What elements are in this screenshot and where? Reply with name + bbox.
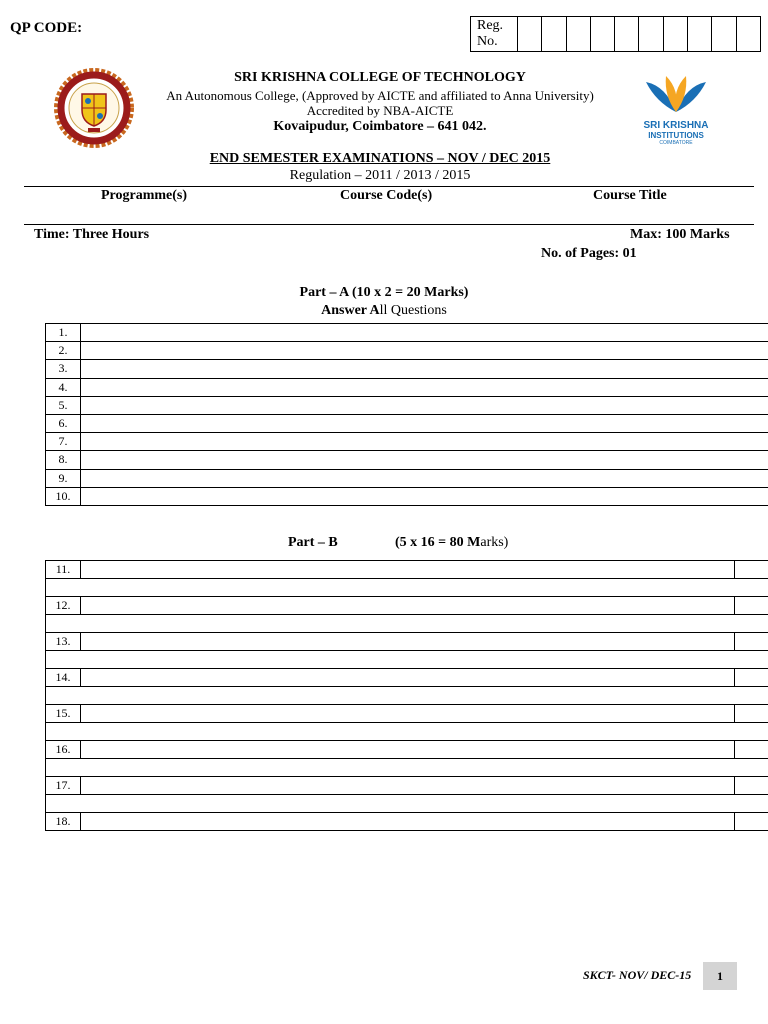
regulation-line: Regulation – 2011 / 2013 / 2015: [289, 168, 471, 183]
question-number: 7.: [46, 433, 81, 451]
reg-digit-box[interactable]: [712, 17, 736, 52]
reg-digit-box[interactable]: [518, 17, 542, 52]
logo-text-line1: SRI KRISHNA: [643, 120, 709, 131]
page-count: No. of Pages: 01: [541, 246, 637, 261]
marks-cell: [735, 777, 768, 795]
question-number: 13.: [46, 633, 81, 651]
marks-cell: [735, 597, 768, 615]
part-b-spacer-row: [46, 579, 768, 597]
divider-bottom: [24, 224, 754, 225]
part-b-spacer-row: [46, 759, 768, 777]
question-number: 18.: [46, 813, 81, 831]
marks-cell: [735, 705, 768, 723]
divider-top: [24, 186, 754, 187]
question-number: 10.: [46, 487, 81, 505]
question-text-cell: [81, 324, 768, 342]
qp-code-label: QP CODE:: [10, 20, 83, 36]
part-a-question-row: [46, 342, 768, 360]
question-number: 16.: [46, 741, 81, 759]
reg-digit-box[interactable]: [590, 17, 614, 52]
part-b-question-row: [46, 741, 768, 759]
part-b-question-row: [46, 777, 768, 795]
part-b-spacer-row: [46, 795, 768, 813]
course-code-label: Course Code(s): [340, 188, 433, 203]
question-text-cell: [81, 396, 768, 414]
question-number: 9.: [46, 469, 81, 487]
spacer-cell: [46, 579, 768, 597]
part-a-question-row: [46, 433, 768, 451]
question-text-cell: [81, 469, 768, 487]
part-b-question-table: [45, 560, 768, 831]
question-text-cell: [81, 414, 768, 432]
part-a-question-row: [46, 451, 768, 469]
part-a-question-row: [46, 360, 768, 378]
max-marks: Max: 100 Marks: [630, 227, 730, 242]
part-a-title: Part – A (10 x 2 = 20 Marks): [299, 285, 469, 300]
spacer-cell: [46, 651, 768, 669]
spacer-cell: [46, 687, 768, 705]
question-text-cell: [81, 669, 735, 687]
question-text-cell: [81, 633, 735, 651]
college-accreditation: Accredited by NBA-AICTE: [306, 103, 454, 118]
question-text-cell: [81, 360, 768, 378]
question-number: 3.: [46, 360, 81, 378]
question-text-cell: [81, 451, 768, 469]
question-text-cell: [81, 705, 735, 723]
part-a-question-row: [46, 487, 768, 505]
marks-cell: [735, 561, 768, 579]
part-b-spacer-row: [46, 723, 768, 741]
question-text-cell: [81, 342, 768, 360]
logo-text-line3: COIMBATORE: [659, 140, 693, 146]
part-a-question-table: [45, 323, 768, 506]
part-b-question-row: [46, 813, 768, 831]
exam-title: END SEMESTER EXAMINATIONS – NOV / DEC 2015: [209, 151, 551, 166]
question-number: 8.: [46, 451, 81, 469]
college-affiliation: An Autonomous College, (Approved by AICTE and affiliated to Anna University): [166, 88, 594, 103]
reg-digit-box[interactable]: [736, 17, 760, 52]
part-a-instruction: Answer All Questions: [321, 303, 447, 318]
question-number: 6.: [46, 414, 81, 432]
course-title-label: Course Title: [593, 188, 667, 203]
marks-cell: [735, 741, 768, 759]
question-number: 15.: [46, 705, 81, 723]
page-number: 1: [703, 962, 737, 990]
reg-digit-box[interactable]: [639, 17, 663, 52]
marks-cell: [735, 669, 768, 687]
part-a-question-row: [46, 414, 768, 432]
question-text-cell: [81, 487, 768, 505]
part-b-question-row: [46, 633, 768, 651]
spacer-cell: [46, 759, 768, 777]
question-number: 14.: [46, 669, 81, 687]
part-a-question-row: [46, 324, 768, 342]
part-b-spacer-row: [46, 615, 768, 633]
reg-digit-box[interactable]: [663, 17, 687, 52]
lotus-icon: [636, 72, 716, 116]
college-name: SRI KRISHNA COLLEGE OF TECHNOLOGY: [234, 70, 526, 85]
part-b-question-row: [46, 705, 768, 723]
reg-digit-box[interactable]: [688, 17, 712, 52]
question-text-cell: [81, 777, 735, 795]
logo-text-line2: INSTITUTIONS: [648, 131, 704, 140]
question-number: 5.: [46, 396, 81, 414]
question-number: 17.: [46, 777, 81, 795]
spacer-cell: [46, 615, 768, 633]
part-b-question-row: [46, 597, 768, 615]
part-a-question-row: [46, 378, 768, 396]
sri-krishna-institutions-logo: [636, 72, 716, 152]
question-text-cell: [81, 597, 735, 615]
part-b-title: Part – B: [288, 535, 338, 550]
marks-cell: [735, 633, 768, 651]
part-b-question-row: [46, 669, 768, 687]
question-text-cell: [81, 813, 735, 831]
part-b-spacer-row: [46, 687, 768, 705]
footer-code: SKCT- NOV/ DEC-15: [583, 968, 692, 982]
question-text-cell: [81, 561, 735, 579]
question-text-cell: [81, 378, 768, 396]
question-number: 12.: [46, 597, 81, 615]
programme-label: Programme(s): [101, 188, 188, 203]
register-number-boxes: [470, 16, 761, 52]
reg-no-label: Reg. No.: [471, 17, 518, 52]
question-number: 1.: [46, 324, 81, 342]
reg-digit-box[interactable]: [566, 17, 590, 52]
spacer-cell: [46, 723, 768, 741]
part-a-question-row: [46, 469, 768, 487]
question-number: 4.: [46, 378, 81, 396]
part-b-question-row: [46, 561, 768, 579]
college-emblem-logo: [54, 68, 134, 148]
question-text-cell: [81, 433, 768, 451]
part-a-question-row: [46, 396, 768, 414]
reg-digit-box[interactable]: [615, 17, 639, 52]
question-text-cell: [81, 741, 735, 759]
question-number: 2.: [46, 342, 81, 360]
exam-duration: Time: Three Hours: [34, 227, 150, 242]
question-number: 11.: [46, 561, 81, 579]
part-b-marks: (5 x 16 = 80 Marks): [395, 535, 509, 550]
college-address: Kovaipudur, Coimbatore – 641 042.: [273, 119, 487, 134]
marks-cell: [735, 813, 768, 831]
part-b-spacer-row: [46, 651, 768, 669]
spacer-cell: [46, 795, 768, 813]
reg-digit-box[interactable]: [542, 17, 566, 52]
